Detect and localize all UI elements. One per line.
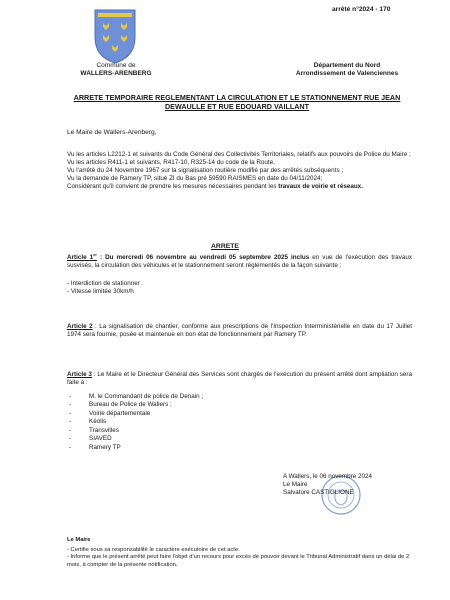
consideration-item: Vu les articles L2212-1 et suivants du Code Général des Collectivités Territoriales, relatifs aux pouvoirs de Police du Maire ; — [67, 151, 411, 158]
footer-line: - Informe que le présent arrêté peut faire l'objet d'un recours pour excès de pouvoir devant le Tribunal Administratif dans un délai de 2 mois, à compter de la présente notification. — [67, 554, 410, 568]
consideration-item: Vu les articles R411-1 et suivants, R417-10, R325-14 du code de la Route, — [67, 159, 275, 167]
article-3-label: Article 3 — [67, 371, 92, 378]
article-2 — [67, 323, 412, 339]
mayor-intro: Le Maire de Wallers-Arenberg, — [67, 129, 157, 136]
list-item: - Bureau de Police de Wallers ; — [69, 401, 172, 409]
article-1-measures — [67, 280, 367, 296]
title-line-1: ARRETE TEMPORAIRE REGLEMENTANT LA CIRCULATION ET LE STATIONNEMENT RUE JEAN — [73, 93, 401, 102]
article-1-text: en vue de l'exécution des travaux susvisés, la circulation des véhicules et le stationnement seront réglementés de la façon suivante : — [67, 254, 412, 270]
arrondissement-name: Arrondissement de Valenciennes — [295, 70, 399, 78]
footer-heading: Le Maire — [67, 537, 91, 543]
footer-line: - Certifie sous sa responsabilité le caractère exécutoire de cet acte. — [67, 546, 240, 553]
article-3 — [67, 371, 412, 387]
list-item: - Ramery TP — [69, 443, 121, 451]
article-2-label: Article 2 — [67, 323, 93, 330]
arrete-heading: ARRETE — [211, 243, 239, 250]
commune-label: Commune de — [96, 62, 136, 69]
article-1-label: Article 1er — [67, 252, 97, 262]
list-item: - Kéolis — [69, 418, 107, 426]
consideration-item: Vu l'arrêté du 24 Novembre 1967 sur la signalisation routière modifié par des arrêtés subséquents ; — [67, 167, 344, 175]
consideration-final-text: Considérant qu'il convient de prendre les mesures nécessaires pendant les — [67, 183, 279, 191]
measure-item: - Vitesse limitée 30km/h — [67, 288, 134, 296]
signature-name: Salvatore CASTIGLIONE — [283, 489, 354, 497]
commune-block — [56, 62, 176, 79]
title-line-2: DEWAULLE ET RUE EDOUARD VAILLANT — [164, 102, 309, 112]
list-item: - Transvilles — [69, 426, 119, 434]
list-item: - SIAVED — [69, 435, 112, 443]
signature-place-date: A Wallers, le 06 novembre 2024 — [283, 473, 373, 480]
recipient-list — [67, 393, 367, 452]
decree-title — [62, 93, 412, 112]
footer-notice — [67, 537, 417, 569]
article-1-label-sup: er — [93, 252, 97, 257]
signature-role: Le Maire — [283, 481, 308, 489]
article-1-dates: : Du mercredi 06 novembre au vendredi 05 septembre 2025 inclus — [96, 254, 310, 262]
town-crest-icon — [92, 7, 138, 65]
decree-reference: arrêté n°2024 - 170 — [332, 6, 391, 13]
department-name: Département du Nord — [313, 62, 381, 69]
list-item: - Voirie départementale — [69, 409, 151, 417]
list-item: - M. le Commandant de police de Denain ; — [69, 393, 204, 400]
department-block — [272, 62, 422, 79]
article-1 — [67, 252, 412, 270]
article-3-text: : Le Maire et le Directeur Général des Services sont chargés de l'exécution du présent arrêté dont ampliation sera faite à : — [67, 371, 412, 387]
consideration-final — [67, 183, 412, 191]
signature-block — [283, 473, 423, 497]
article-2-text: : La signalisation de chantier, conforme aux prescriptions de l'Inspection Interministérielle en date du 17 Juillet 1974 sera fournie, posée et maintenue en bon état de fonctionnement par Ramery TP. — [67, 323, 412, 339]
commune-name: WALLERS-ARENBERG — [80, 70, 152, 78]
consideration-final-bold: travaux de voirie et réseaux. — [278, 183, 363, 191]
measure-item: - Interdiction de stationner — [67, 280, 140, 287]
consideration-item: Vu la demande de Ramery TP, situé ZI du Bas pré 59590 RAISMES en date du 04/11/2024; — [67, 175, 323, 183]
considerations — [67, 151, 412, 191]
